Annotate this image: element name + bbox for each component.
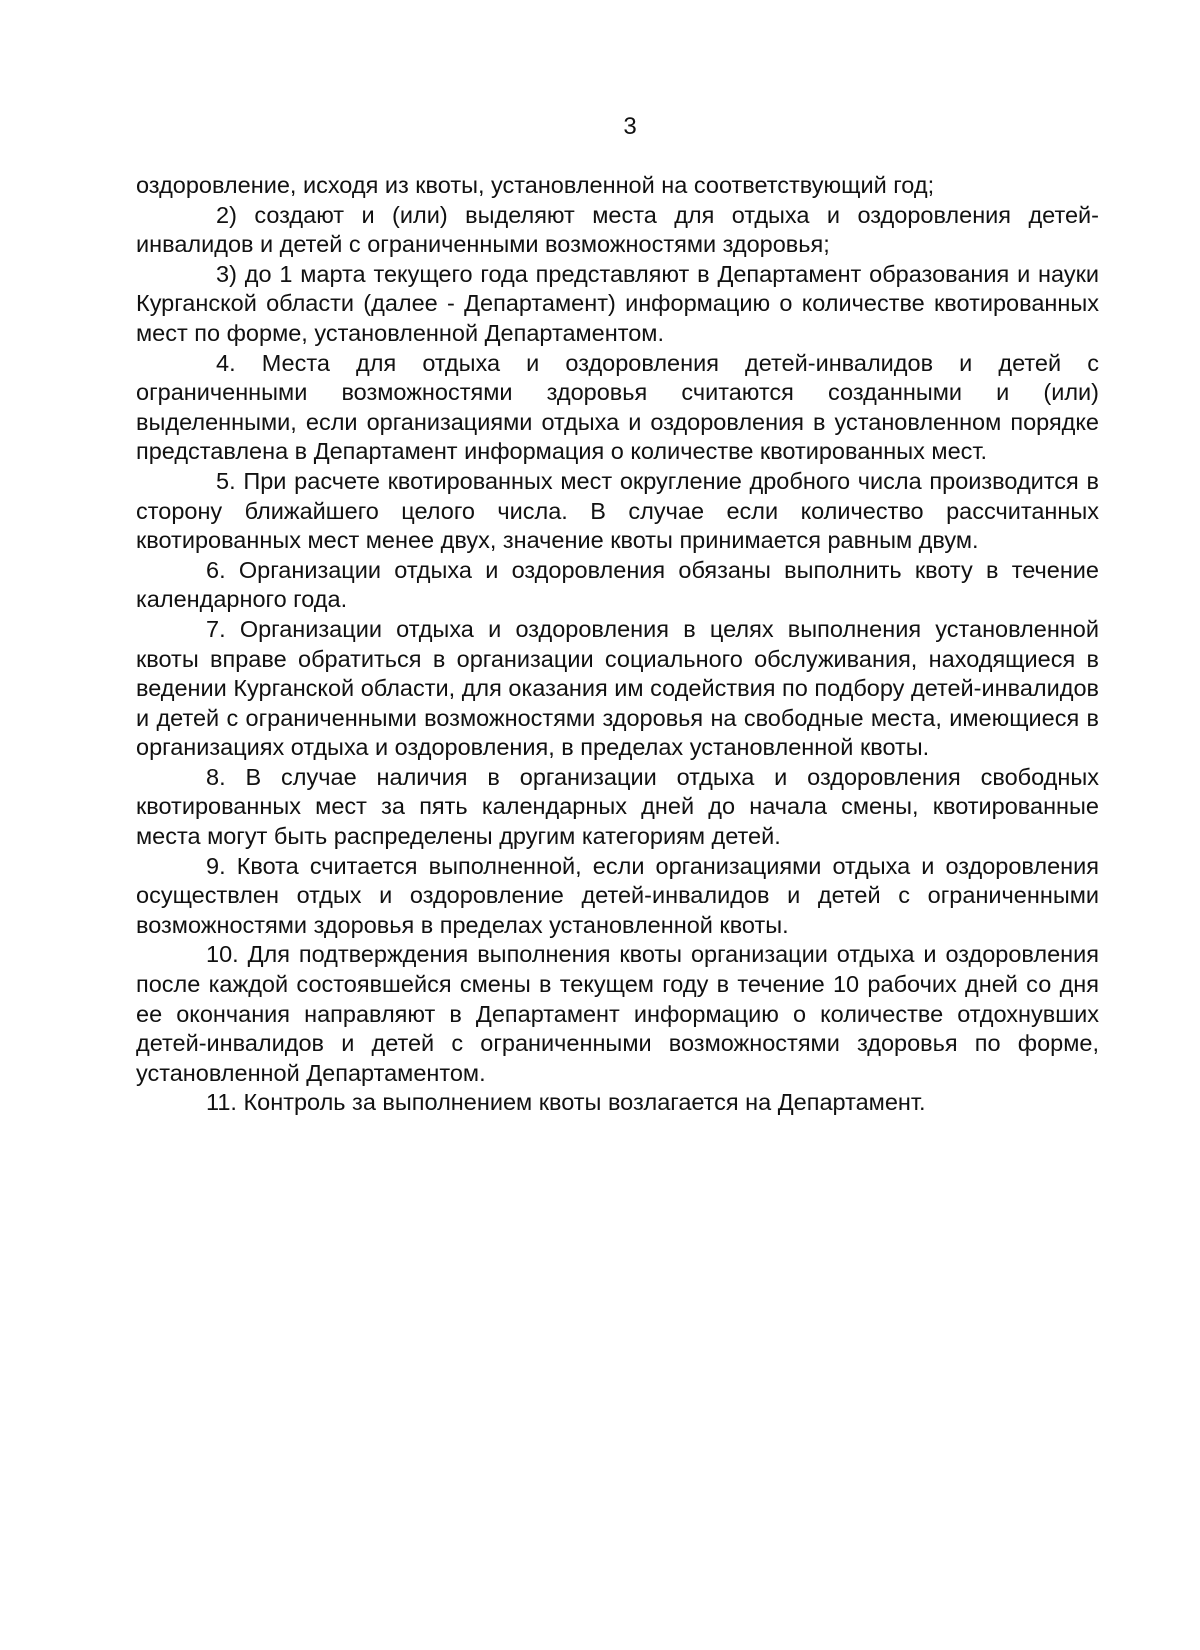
paragraph-continuation: оздоровление, исходя из квоты, установленной на соответствующий год;: [136, 172, 935, 198]
paragraph-item-2: 2) создают и (или) выделяют места для отдыха и оздоровления детей-инвалидов и детей с ограниченными возможностями здоровья;: [136, 201, 1099, 258]
paragraph-clause-9: 9. Квота считается выполненной, если организациями отдыха и оздоровления осуществлен отдых и оздоровление детей-инвалидов и детей с ограниченными возможностями здоровья в пределах установленной квоты.: [136, 852, 1099, 938]
page-number: 3: [623, 113, 637, 140]
paragraph-clause-11: 11. Контроль за выполнением квоты возлагается на Департамент.: [206, 1089, 926, 1116]
paragraph-clause-8: 8. В случае наличия в организации отдыха и оздоровления свободных квотированных мест за пять календарных дней до начала смены, квотированные места могут быть распределены другим категориям детей.: [136, 763, 1099, 850]
paragraph-clause-5: 5. При расчете квотированных мест округление дробного числа производится в сторону ближайшего целого числа. В случае если количество рассчитанных квотированных мест менее двух, значение квоты принимается равным двум.: [136, 467, 1099, 554]
paragraph-item-3: 3) до 1 марта текущего года представляют в Департамент образования и науки Курганской области (далее - Департамент) информацию о количестве квотированных мест по форме, установленной Департаментом.: [136, 260, 1099, 346]
paragraph-clause-4: 4. Места для отдыха и оздоровления детей-инвалидов и детей с ограниченными возможностями здоровья считаются созданными и (или) выделенными, если организациями отдыха и оздоровления в установленном порядке представлена в Департамент информация о количестве квотированных мест.: [136, 349, 1099, 465]
document-body: [136, 171, 1099, 1118]
paragraph-clause-7: 7. Организации отдыха и оздоровления в целях выполнения установленной квоты вправе обратиться в организации социального обслуживания, находящиеся в ведении Курганской области, для оказания им содействия по подбору детей-инвалидов и детей с ограниченными возможностями здоровья на свободные места, имеющиеся в организациях отдыха и оздоровления, в пределах установленной квоты.: [136, 615, 1099, 761]
paragraph-clause-10: 10. Для подтверждения выполнения квоты организации отдыха и оздоровления после каждой состоявшейся смены в текущем году в течение 10 рабочих дней со дня ее окончания направляют в Департамент информацию о количестве отдохнувших детей-инвалидов и детей с ограниченными возможностями здоровья по форме, установленной Департаментом.: [136, 941, 1099, 1086]
paragraph-clause-6: 6. Организации отдыха и оздоровления обязаны выполнить квоту в течение календарного года.: [136, 556, 1099, 613]
